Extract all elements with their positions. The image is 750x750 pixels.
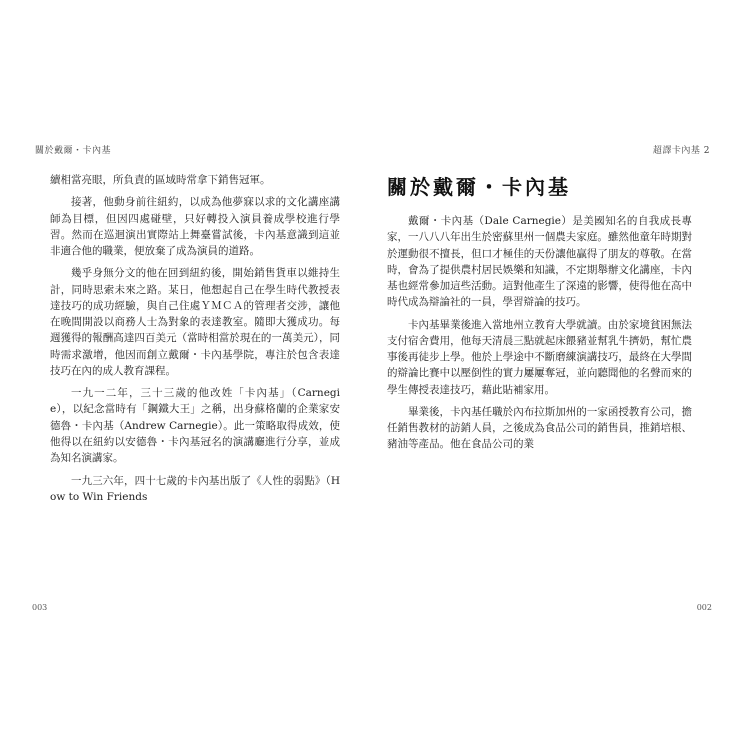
paragraph: 戴爾・卡內基（Dale Carnegie）是美國知名的自我成長專家，一八八八年出生於密蘇里州一個農夫家庭。雖然他童年時期對於運動很不擅長，但口才極佳的天份讓他贏得了朋友的尊敬。在當時，會為了提供農村居民娛樂和知識，不定期舉辦文化講座，卡內基也經常參加這些活動。這對他產生了深遠的影響，使得他在高中時代成為辯論社的一員，學習辯論的技巧。: [387, 215, 692, 309]
paragraph: 畢業後，卡內基任職於內布拉斯加州的一家函授教育公司，擔任銷售教材的訪銷人員，之後成為食品公司的銷售員，推銷培根、豬油等產品。他在食品公司的業: [387, 405, 692, 451]
paragraph: 幾乎身無分文的他在回到紐約後，開始銷售貨車以維持生計，同時思索未來之路。某日，他想起自己在學生時代教授表達技巧的成功經驗，與自己住處ＹＭＣＡ的管理者交涉，讓他在晚間開設以商務人士為對象的表達教室。隨即大獲成功。每週獲得的報酬高達四百美元（當時相當於現在的一萬美元），同時需求激增，他因而創立戴爾・卡內基學院，專注於包含表達技巧在內的成人教育課程。: [50, 267, 340, 377]
right-page-body: [387, 172, 692, 602]
running-head-left: 關於戴爾・卡內基: [35, 146, 112, 156]
page-number-left: 003: [32, 603, 48, 612]
right-page: [375, 0, 750, 750]
left-page-body: [50, 172, 340, 602]
page-number-right: 002: [696, 603, 712, 612]
running-head-right: 超譯卡內基 2: [652, 146, 710, 156]
paragraph: 接著，他動身前往紐約，以成為他夢寐以求的文化講座講師為目標，但因四處碰壁，只好轉投入演員養成學校進行學習。然而在巡迴演出實際站上舞臺嘗試後，卡內基意識到這並非適合他的職業，便放棄了成為演員的道路。: [50, 196, 340, 258]
chapter-title: 關於戴爾・卡內基: [387, 175, 571, 199]
paragraph: 卡內基畢業後進入當地州立教育大學就讀。由於家境貧困無法支付宿舍費用，他每天清晨三點就起床餵豬並幫乳牛擠奶，幫忙農事後再徒步上學。他於上學途中不斷磨練演講技巧，最終在大學間的辯論比賽中以壓倒性的實力屢屢奪冠，並向聽聞他的名聲而來的學生傳授表達技巧，藉此貼補家用。: [387, 318, 692, 396]
paragraph: 續相當亮眼，所負責的區域時常拿下銷售冠軍。: [50, 174, 271, 186]
paragraph: 一九三六年，四十七歲的卡內基出版了《人性的弱點》（How to Win Friends: [50, 474, 340, 503]
paragraph: 一九一二年，三十三歲的他改姓「卡內基」（Carnegie），以紀念當時有「鋼鐵大王」之稱，出身蘇格蘭的企業家安德魯・卡內基（Andrew Carnegie）。此一策略取得成效，使他得以在紐約以安德魯・卡內基冠名的演講廳進行分享，並成為知名演講家。: [50, 387, 340, 465]
